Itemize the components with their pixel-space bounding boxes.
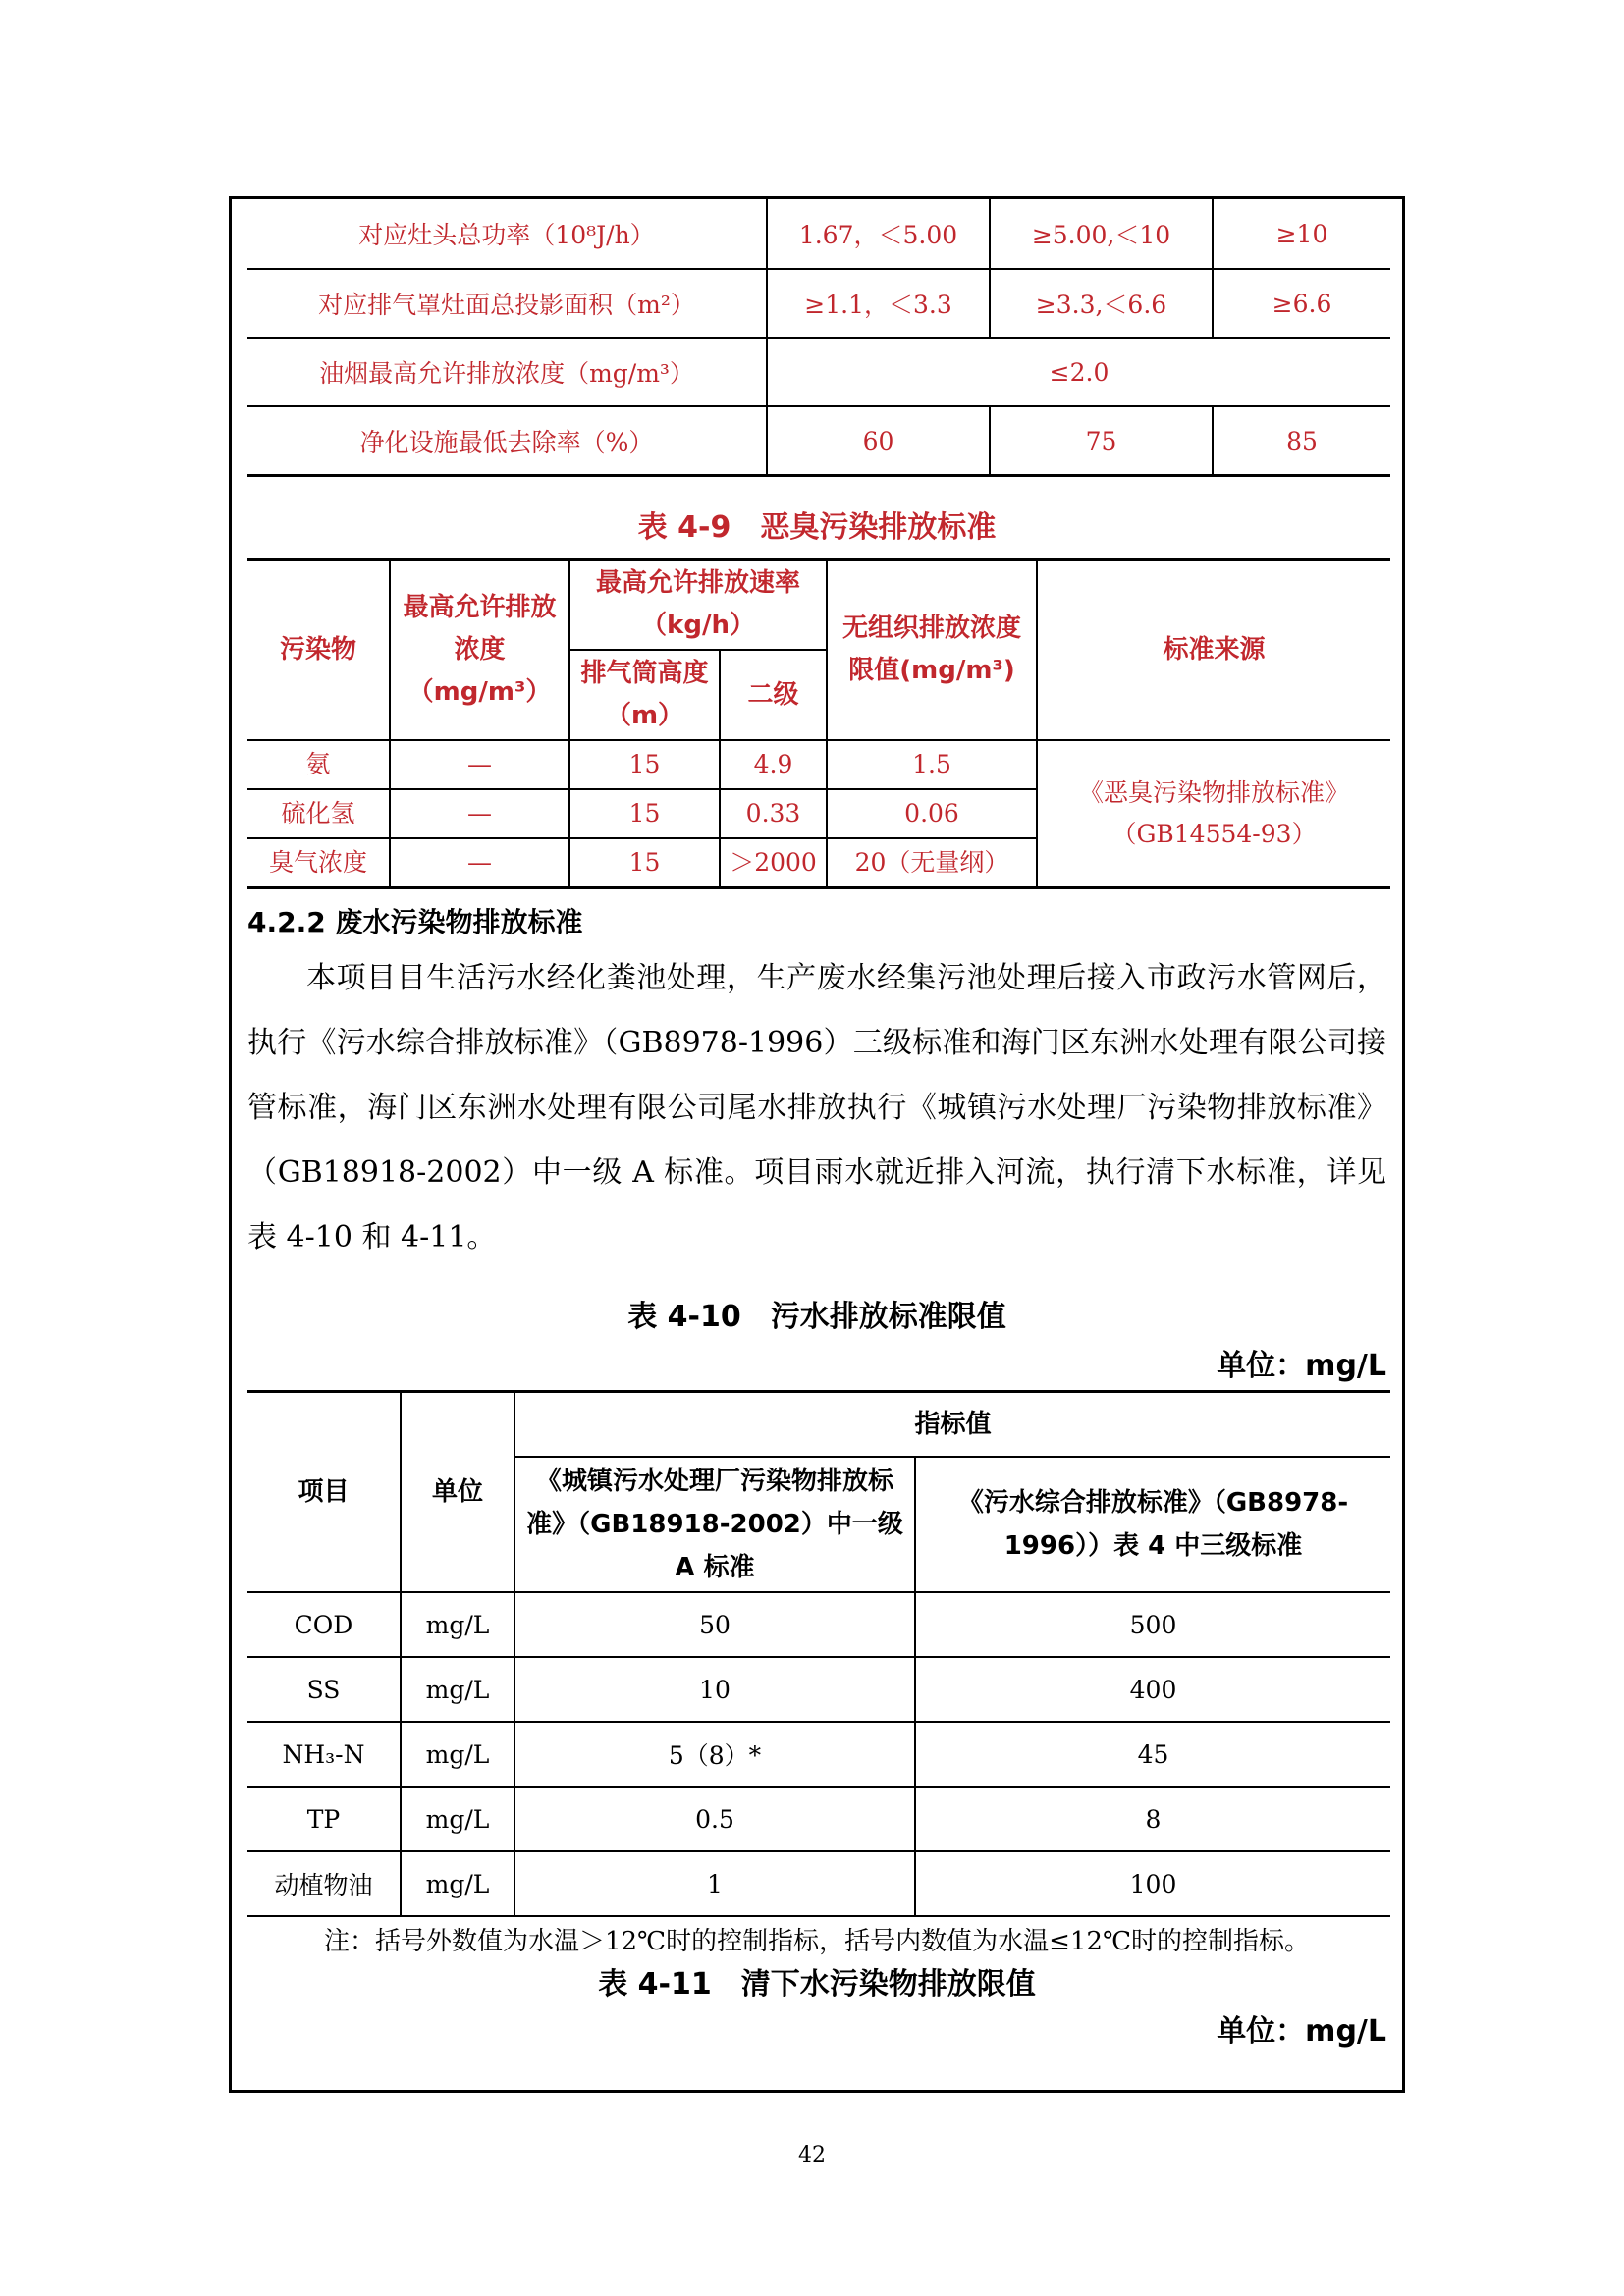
cell-unit: mg/L [401,1787,514,1851]
table-unit: 单位：mg/L [1217,1349,1386,1383]
content-frame [229,196,1405,2093]
header-max-conc: 最高允许排放浓度（mg/m³） [390,560,569,741]
cell-unit: mg/L [401,1592,514,1657]
wastewater-table [247,1390,1390,1917]
cell-rate: 0.33 [720,789,827,838]
header-row [247,560,1390,651]
cell-value: ≥6.6 [1213,269,1390,338]
content-inner [247,199,1386,2050]
header-std2: 《污水综合排放标准》（GB8978-1996））表 4 中三级标准 [915,1457,1390,1592]
cell-rate: 4.9 [720,740,827,789]
table-row [247,269,1390,338]
cell-value: 60 [767,406,990,476]
header-stack-height: 排气筒高度（m） [569,650,720,740]
cell-v2: 400 [915,1657,1390,1722]
cell-item: NH₃-N [247,1722,401,1787]
cell-item: COD [247,1592,401,1657]
table-row [247,1722,1390,1787]
cell-item: TP [247,1787,401,1851]
cell-unit: mg/L [401,1722,514,1787]
row-label: 油烟最高允许排放浓度（mg/m³） [247,338,767,406]
table-row [247,199,1390,269]
cell-item: 动植物油 [247,1851,401,1916]
cell-value: ≥3.3,＜6.6 [990,269,1213,338]
cell-value: ≥5.00,＜10 [990,199,1213,269]
section-heading: 4.2.2 废水污染物排放标准 [247,906,583,938]
table-unit: 单位：mg/L [1217,2014,1386,2049]
cell-height: 15 [569,838,720,888]
cell-conc: — [390,740,569,789]
cell-pollutant: 氨 [247,740,390,789]
row-label: 对应排气罩灶面总投影面积（m²） [247,269,767,338]
cell-v1: 50 [514,1592,915,1657]
table-row [247,1657,1390,1722]
cell-rate: ＞2000 [720,838,827,888]
table-caption: 表 4-10 污水排放标准限值 [627,1300,1006,1334]
odor-table [247,558,1390,889]
cell-height: 15 [569,789,720,838]
table-row [247,740,1390,789]
row-label: 净化设施最低去除率（%） [247,406,767,476]
cell-limit: 0.06 [827,789,1037,838]
cell-item: SS [247,1657,401,1722]
header-unorganized: 无组织排放浓度限值(mg/m³) [827,560,1037,741]
cell-value: ≥10 [1213,199,1390,269]
cell-height: 15 [569,740,720,789]
cell-pollutant: 臭气浓度 [247,838,390,888]
row-label: 对应灶头总功率（10⁸J/h） [247,199,767,269]
cell-v2: 100 [915,1851,1390,1916]
header-unit: 单位 [401,1392,514,1593]
table-caption: 表 4-11 清下水污染物排放限值 [598,1967,1036,2002]
table-row [247,1592,1390,1657]
cell-value: 1.67，＜5.00 [767,199,990,269]
header-max-rate: 最高允许排放速率（kg/h） [569,560,827,651]
cell-limit: 1.5 [827,740,1037,789]
cell-v2: 500 [915,1592,1390,1657]
cell-limit: 20（无量纲） [827,838,1037,888]
cell-unit: mg/L [401,1851,514,1916]
cell-v1: 10 [514,1657,915,1722]
header-pollutant: 污染物 [247,560,390,741]
cell-value: 75 [990,406,1213,476]
table-row [247,1851,1390,1916]
cell-v1: 1 [514,1851,915,1916]
cell-value: ≤2.0 [767,338,1390,406]
cell-v2: 8 [915,1787,1390,1851]
cell-unit: mg/L [401,1657,514,1722]
cell-conc: — [390,789,569,838]
header-source: 标准来源 [1037,560,1390,741]
header-index: 指标值 [514,1392,1390,1458]
header-std1: 《城镇污水处理厂污染物排放标准》（GB18918-2002）中一级 A 标准 [514,1457,915,1592]
table-row [247,338,1390,406]
page-number: 42 [798,2143,826,2167]
header-grade2: 二级 [720,650,827,740]
cell-value: ≥1.1，＜3.3 [767,269,990,338]
header-row [247,1392,1390,1458]
oil-fume-table [247,199,1390,477]
header-item: 项目 [247,1392,401,1593]
table-row [247,406,1390,476]
section-paragraph: 本项目目生活污水经化粪池处理，生产废水经集污池处理后接入市政污水管网后，执行《污水综合排放标准》（GB8978-1996）三级标准和海门区东洲水处理有限公司接管标准，海门区东洲水处理有限公司尾水排放执行《城镇污水处理厂污染物排放标准》（GB18918-2002）中一级 A 标准。项目雨水就近排入河流，执行清下水标准，详见表 4-10 和 4-11。 [247,961,1386,1255]
cell-conc: — [390,838,569,888]
table-note: 注：括号外数值为水温＞12℃时的控制指标，括号内数值为水温≤12℃时的控制指标。 [323,1927,1311,1956]
cell-v1: 5（8）* [514,1722,915,1787]
cell-v2: 45 [915,1722,1390,1787]
table-caption: 表 4-9 恶臭污染排放标准 [637,510,997,545]
cell-source: 《恶臭污染物排放标准》（GB14554-93） [1037,740,1390,888]
cell-pollutant: 硫化氢 [247,789,390,838]
table-row [247,1787,1390,1851]
cell-v1: 0.5 [514,1787,915,1851]
cell-value: 85 [1213,406,1390,476]
